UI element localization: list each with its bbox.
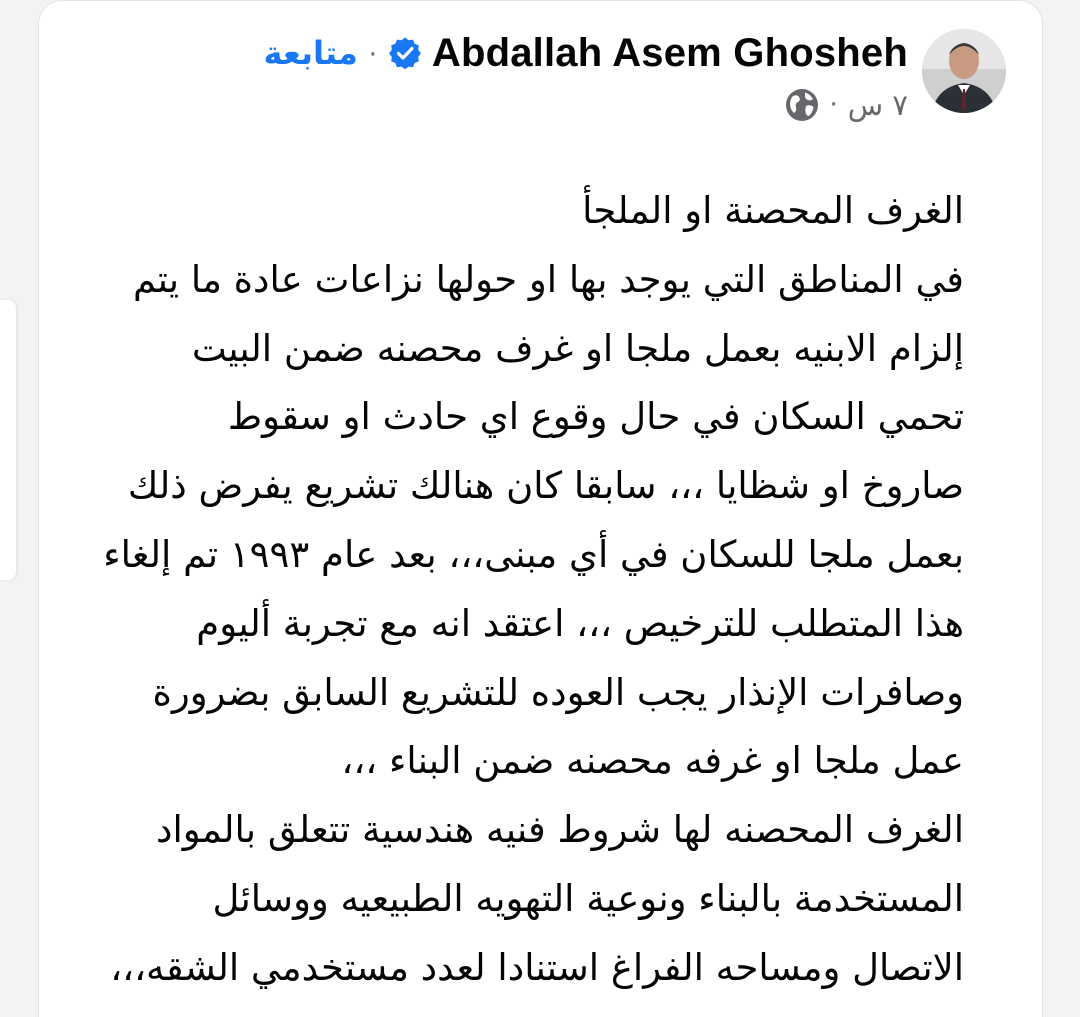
follow-button[interactable]: متابعة <box>263 34 358 72</box>
post-text-line: الغرف المحصنة او الملجأ <box>582 189 964 232</box>
globe-icon[interactable] <box>784 87 820 123</box>
post-text-line: إلزام الابنيه بعمل ملجا او غرف محصنه ضمن البيت <box>191 326 964 370</box>
post-text-line: صاروخ او شظايا ،،، سابقا كان هنالك تشريع يفرض ذلك <box>127 464 964 508</box>
post-card <box>38 0 1043 1017</box>
post-text-line: بعمل ملجا للسكان في أي مبنى،،، بعد عام ١٩٩٣ تم إلغاء <box>103 532 964 576</box>
post-text-line: هذا المتطلب للترخيص ،،، اعتقد انه مع تجربة أليوم <box>196 601 964 645</box>
post-header <box>263 29 1006 122</box>
name-row <box>263 29 908 77</box>
post-text-line: عمل ملجا او غرفه محصنه ضمن البناء ،،، <box>341 739 964 783</box>
post-text-line: الاتصال ومساحه الفراغ استنادا لعدد مستخدمي الشقه،،، <box>110 945 964 989</box>
verified-badge-icon <box>388 36 422 70</box>
time-separator-dot: · <box>829 90 838 120</box>
post-text-line: المستخدمة بالبناء ونوعية التهويه الطبيعيه ووسائل <box>212 876 964 920</box>
post-body <box>24 177 964 1003</box>
post-text-line: تحمي السكان في حال وقوع اي حادث او سقوط <box>227 395 964 439</box>
avatar-photo <box>922 29 1006 113</box>
author-name[interactable]: Abdallah Asem Ghosheh <box>431 30 908 75</box>
avatar[interactable] <box>922 29 1006 113</box>
separator-dot: · <box>367 36 378 69</box>
post-meta <box>263 29 908 125</box>
post-text-line: الغرف المحصنه لها شروط فنيه هندسية تتعلق بالمواد <box>155 808 964 852</box>
side-panel-edge <box>0 300 16 580</box>
time-row <box>784 85 908 125</box>
post-text-line: وصافرات الإنذار يجب العوده للتشريع السابق بضرورة <box>152 670 964 714</box>
post-timestamp[interactable]: ٧ س <box>847 88 908 122</box>
post-text-line: في المناطق التي يوجد بها او حولها نزاعات عادة ما يتم <box>132 257 964 301</box>
